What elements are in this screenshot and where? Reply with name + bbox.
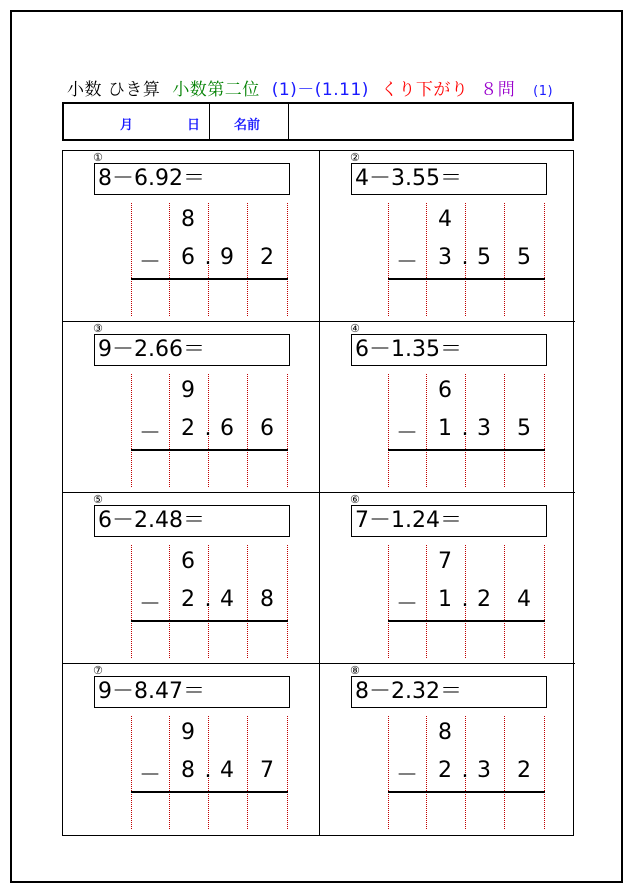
- problem-expression: 7－1.24＝: [351, 505, 547, 537]
- minuend-digit: 8: [181, 207, 195, 232]
- problem-cell: [63, 322, 320, 493]
- subtrahend-digit: 2: [477, 587, 491, 612]
- subtrahend-digit: 4: [220, 587, 234, 612]
- problem-expression: 6－2.48＝: [94, 505, 290, 537]
- answer-area[interactable]: [388, 623, 545, 657]
- subtrahend-digit: 2: [260, 245, 274, 270]
- day-label: 日: [187, 118, 201, 133]
- problem-number: ③: [93, 322, 103, 335]
- problem-number: ⑦: [93, 664, 103, 677]
- minuend-digit: 8: [438, 720, 452, 745]
- subtrahend-digit: 8: [181, 758, 195, 783]
- subtrahend-digit: 5: [517, 416, 531, 441]
- subtrahend-digit: 5: [477, 245, 491, 270]
- minus-sign: －: [138, 763, 161, 788]
- problem-number: ⑧: [350, 664, 360, 677]
- minus-sign: －: [395, 763, 418, 788]
- subtrahend-digit: 9: [220, 245, 234, 270]
- subtrahend-digit: 1: [438, 416, 452, 441]
- problem-number: ⑤: [93, 493, 103, 506]
- subtrahend-digit: 3: [477, 416, 491, 441]
- date-cell[interactable]: [64, 104, 210, 139]
- problem-number: ④: [350, 322, 360, 335]
- minus-sign: －: [138, 250, 161, 275]
- subtrahend-digit: 7: [260, 758, 274, 783]
- problem-cell: [320, 322, 575, 493]
- decimal-point: .: [461, 587, 469, 612]
- answer-area[interactable]: [131, 623, 288, 657]
- subtrahend-digit: 3: [438, 245, 452, 270]
- problem-expression: 4－3.55＝: [351, 163, 547, 195]
- answer-area[interactable]: [388, 281, 545, 315]
- problem-cell: [63, 664, 320, 835]
- decimal-point: .: [461, 758, 469, 783]
- problem-cell: [320, 151, 575, 322]
- answer-area[interactable]: [131, 452, 288, 486]
- title-part-2: 小数第二位: [172, 80, 260, 100]
- subtrahend-digit: 6: [260, 416, 274, 441]
- name-date-bar: [62, 102, 574, 141]
- problem-expression: 9－8.47＝: [94, 676, 290, 708]
- minuend-digit: 9: [181, 720, 195, 745]
- title-part-1: 小数 ひき算: [67, 80, 161, 100]
- answer-line: [388, 449, 545, 451]
- name-label: 名前: [234, 118, 261, 133]
- name-label-cell: [209, 104, 289, 139]
- problem-expression: 6－1.35＝: [351, 334, 547, 366]
- worksheet-title: [67, 75, 559, 100]
- minuend-digit: 7: [438, 549, 452, 574]
- answer-line: [388, 620, 545, 622]
- decimal-point: .: [461, 416, 469, 441]
- problem-expression: 8－6.92＝: [94, 163, 290, 195]
- problem-cell: [63, 493, 320, 664]
- minus-sign: －: [138, 592, 161, 617]
- minus-sign: －: [138, 421, 161, 446]
- answer-area[interactable]: [131, 281, 288, 315]
- problem-number: ①: [93, 151, 103, 164]
- minuend-digit: 6: [181, 549, 195, 574]
- decimal-point: .: [204, 758, 212, 783]
- subtrahend-digit: 6: [181, 245, 195, 270]
- decimal-point: .: [204, 245, 212, 270]
- subtrahend-digit: 2: [517, 758, 531, 783]
- problem-cell: [63, 151, 320, 322]
- problem-number: ②: [350, 151, 360, 164]
- answer-line: [131, 278, 288, 280]
- minuend-digit: 9: [181, 378, 195, 403]
- problem-cell: [320, 664, 575, 835]
- title-sheet-number: (1): [533, 84, 554, 99]
- subtrahend-digit: 5: [517, 245, 531, 270]
- title-part-4: くり下がり: [380, 80, 469, 100]
- subtrahend-digit: 2: [438, 758, 452, 783]
- subtrahend-digit: 1: [438, 587, 452, 612]
- subtrahend-digit: 3: [477, 758, 491, 783]
- minuend-digit: 6: [438, 378, 452, 403]
- problem-cell: [320, 493, 575, 664]
- answer-area[interactable]: [388, 794, 545, 828]
- answer-area[interactable]: [131, 794, 288, 828]
- problem-grid: [62, 150, 574, 836]
- answer-area[interactable]: [388, 452, 545, 486]
- title-part-3: (1)－(1.11): [271, 80, 369, 100]
- decimal-point: .: [204, 587, 212, 612]
- subtrahend-digit: 2: [181, 587, 195, 612]
- name-field[interactable]: [288, 104, 572, 139]
- subtrahend-digit: 6: [220, 416, 234, 441]
- answer-line: [388, 791, 545, 793]
- month-label: 月: [120, 118, 134, 133]
- problem-expression: 9－2.66＝: [94, 334, 290, 366]
- subtrahend-digit: 2: [181, 416, 195, 441]
- minus-sign: －: [395, 592, 418, 617]
- subtrahend-digit: 4: [220, 758, 234, 783]
- problem-expression: 8－2.32＝: [351, 676, 547, 708]
- answer-line: [388, 278, 545, 280]
- title-part-5: ８問: [480, 80, 516, 100]
- decimal-point: .: [204, 416, 212, 441]
- subtrahend-digit: 4: [517, 587, 531, 612]
- minus-sign: －: [395, 421, 418, 446]
- answer-line: [131, 791, 288, 793]
- decimal-point: .: [461, 245, 469, 270]
- answer-line: [131, 620, 288, 622]
- minus-sign: －: [395, 250, 418, 275]
- answer-line: [131, 449, 288, 451]
- subtrahend-digit: 8: [260, 587, 274, 612]
- problem-number: ⑥: [350, 493, 360, 506]
- minuend-digit: 4: [438, 207, 452, 232]
